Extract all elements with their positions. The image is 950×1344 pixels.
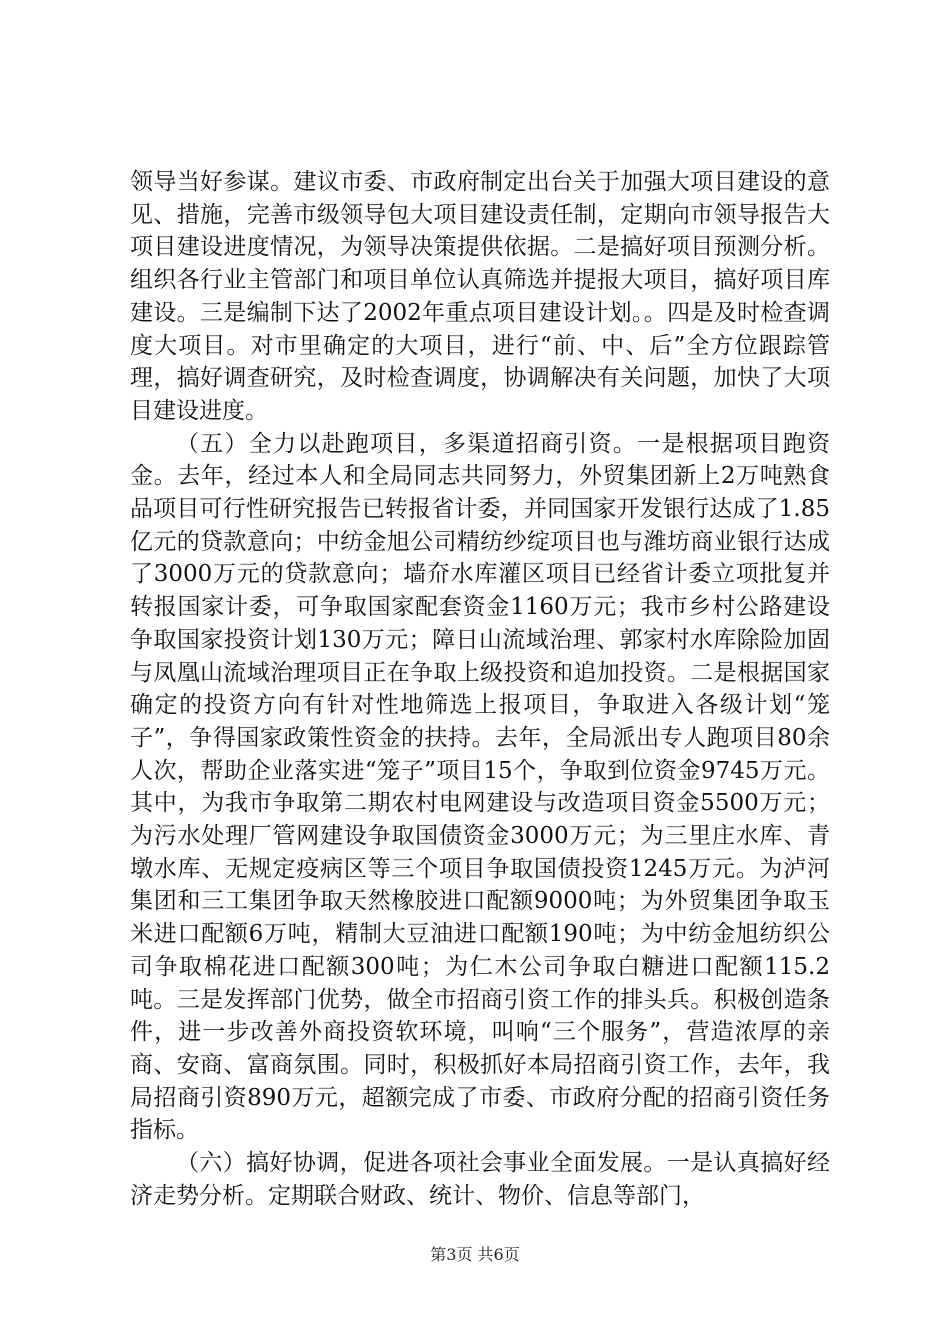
paragraph-section-five: （五）全力以赴跑项目，多渠道招商引资。一是根据项目跑资金。去年，经过本人和全局同志共同努力，外贸集团新上2万吨熟食品项目可行性研究报告已转报省计委，并同国家开发银行达成了1.85亿元的贷款意向；中纺金旭公司精纺纱绽项目也与潍坊商业银行达成了3000万元的贷款意向；墙夼水库灌区项目已经省计委立项批复并转报国家计委，可争取国家配套资金1160万元；我市乡村公路建设争取国家投资计划130万元；障日山流域治理、郭家村水库除险加固与凤凰山流域治理项目正在争取上级投资和追加投资。二是根据国家确定的投资方向有针对性地筛选上报项目，争取进入各级计划“笼子”，争得国家政策性资金的扶持。去年，全局派出专人跑项目80余人次，帮助企业落实进“笼子”项目15个，争取到位资金9745万元。其中，为我市争取第二期农村电网建设与改造项目资金5500万元；为污水处理厂管网建设争取国债资金3000万元；为三里庄水库、青墩水库、无规定疫病区等三个项目争取国债投资1245万元。为泸河集团和三工集团争取天然橡胶进口配额9000吨；为外贸集团争取玉米进口配额6万吨，精制大豆油进口配额190吨；为中纺金旭纺织公司争取棉花进口配额300吨；为仁木公司争取白糖进口配额115.2吨。三是发挥部门优势，做全市招商引资工作的排头兵。积极创造条件，进一步改善外商投资软环境，叫响“三个服务”，营造浓厚的亲商、安商、富商氛围。同时，积极抓好本局招商引资工作，去年，我局招商引资890万元，超额完成了市委、市政府分配的招商引资任务指标。 [130, 430, 830, 1144]
paragraph-section-six: （六）搞好协调，促进各项社会事业全面发展。一是认真搞好经济走势分析。定期联合财政、统计、物价、信息等部门， [130, 1150, 830, 1209]
page-number-footer: 第3页 共6页 [430, 1245, 520, 1264]
document-body [130, 166, 830, 1213]
paragraph-continuation: 领导当好参谋。建议市委、市政府制定出台关于加强大项目建设的意见、措施，完善市级领导包大项目建设责任制，定期向市领导报告大项目建设进度情况，为领导决策提供依据。二是搞好项目预测分析。组织各行业主管部门和项目单位认真筛选并提报大项目，搞好项目库建设。三是编制下达了2002年重点项目建设计划。。四是及时检查调度大项目。对市里确定的大项目，进行“前、中、后”全方位跟踪管理，搞好调查研究，及时检查调度，协调解决有关问题，加快了大项目建设进度。 [130, 169, 830, 424]
